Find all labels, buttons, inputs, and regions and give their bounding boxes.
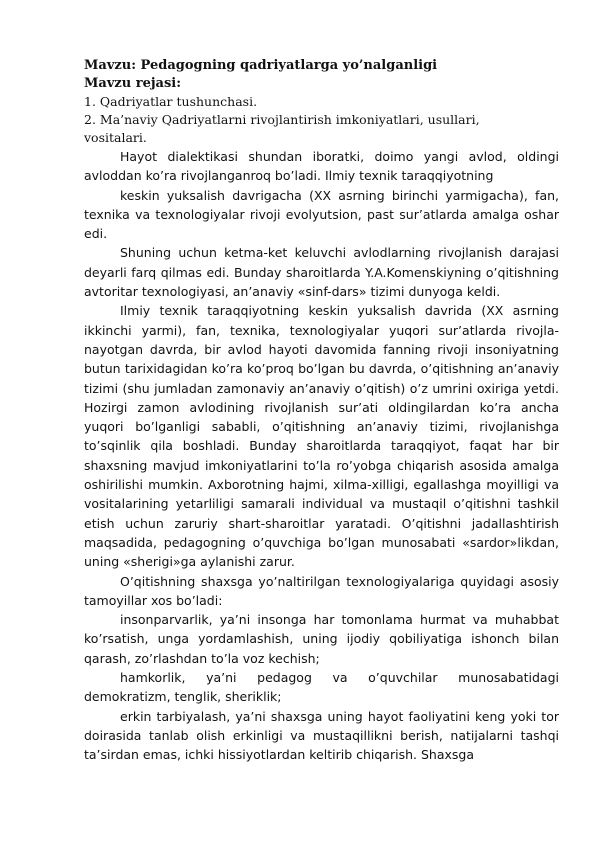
plan-item: 1. Qadriyatlar tushunchasi.	[84, 94, 258, 109]
document-page	[84, 57, 559, 765]
plan-item: vositalari.	[84, 130, 147, 145]
topic-title: Mavzu: Pedagogning qadriyatlarga yo’nalganligi	[84, 58, 438, 73]
paragraph: keskin yuksalish davrigacha (XX asrning birinchi yarmigacha), fan, texnika va texnologiyalar rivoji evolyutsion, past sur’atlarda amalga oshar edi.	[84, 187, 559, 242]
paragraph: Hayot dialektikasi shundan iboratki, doimo yangi avlod, oldingi avloddan ko’ra rivojlanganroq bo’ladi. Ilmiy texnik taraqqiyotning	[84, 149, 559, 184]
paragraph: O’qitishning shaxsga yo’naltirilgan texnologiyalariga quyidagi asosiy tamoyillar xos bo’ladi:	[84, 573, 559, 608]
paragraph: hamkorlik, ya’ni pedagog va o’quvchilar munosabatidagi demokratizm, tenglik, sheriklik;	[84, 670, 559, 705]
paragraph: erkin tarbiyalash, ya’ni shaxsga uning hayot faoliyatini keng yoki tor doirasida tanlab olish erkinligi va mustaqillikni berish, natijalarni tashqi ta’sirdan emas, ichki hissiyotlardan keltirib chiqarish. Shaxsga	[84, 708, 559, 763]
paragraph: insonparvarlik, ya’ni insonga har tomonlama hurmat va muhabbat ko’rsatish, unga yordamlashish, uning ijodiy qobiliyatiga ishonch bilan qarash, zo’rlashdan to’la voz kechish;	[84, 612, 559, 666]
paragraph: Shuning uchun ketma-ket keluvchi avlodlarning rivojlanish darajasi deyarli farq qilmas edi. Bunday sharoitlarda Y.A.Komenskiyning o’qitishning avtoritar texnologiyasi, an’anaviy «sinf-dars» tizimi dunyoga keldi.	[84, 245, 559, 300]
plan-item: 2. Ma’naviy Qadriyatlarni rivojlantirish imkoniyatlari, usullari,	[84, 112, 480, 127]
paragraph: Ilmiy texnik taraqqiyotning keskin yuksalish davrida (XX asrning ikkinchi yarmi), fan, texnika, texnologiyalar yuqori sur’atlarda rivojla-nayotgan davrda, bir avlod hayoti davomida fanning rivoji insoniyatning butun tarixidagidan ko’ra ko’proq bo’lgan bu davrda, o’qitishning an’anaviy tizimi (shu jumladan zamonaviy an’anaviy o’qitish) o’z umrini oxiriga yetdi. Hozirgi zamon avlodining rivojlanish sur’ati oldingilardan ko’ra ancha yuqori bo’lganligi sababli, o’qitishning an’anaviy tizimi, rivojlanishga to’sqinlik qila boshladi. Bunday sharoitlarda taraqqiyot, faqat har bir shaxsning mavjud imkoniyatlarini to’la ro’yobga chiqarish asosida amalga oshirilishi mumkin. Axborotning hajmi, xilma-xilligi, egallashga moyilligi va vositalarining yetarliligi samarali individual va mustaqil o’qitishni tashkil etish uchun zaruriy shart-sharoitlar yaratadi. O’qitishni jadallashtirish maqsadida, pedagogning o’quvchiga bo’lgan munosabati «sardor»likdan, uning «sherigi»ga aylanishi zarur.	[84, 303, 559, 570]
plan-heading: Mavzu rejasi:	[84, 76, 182, 91]
